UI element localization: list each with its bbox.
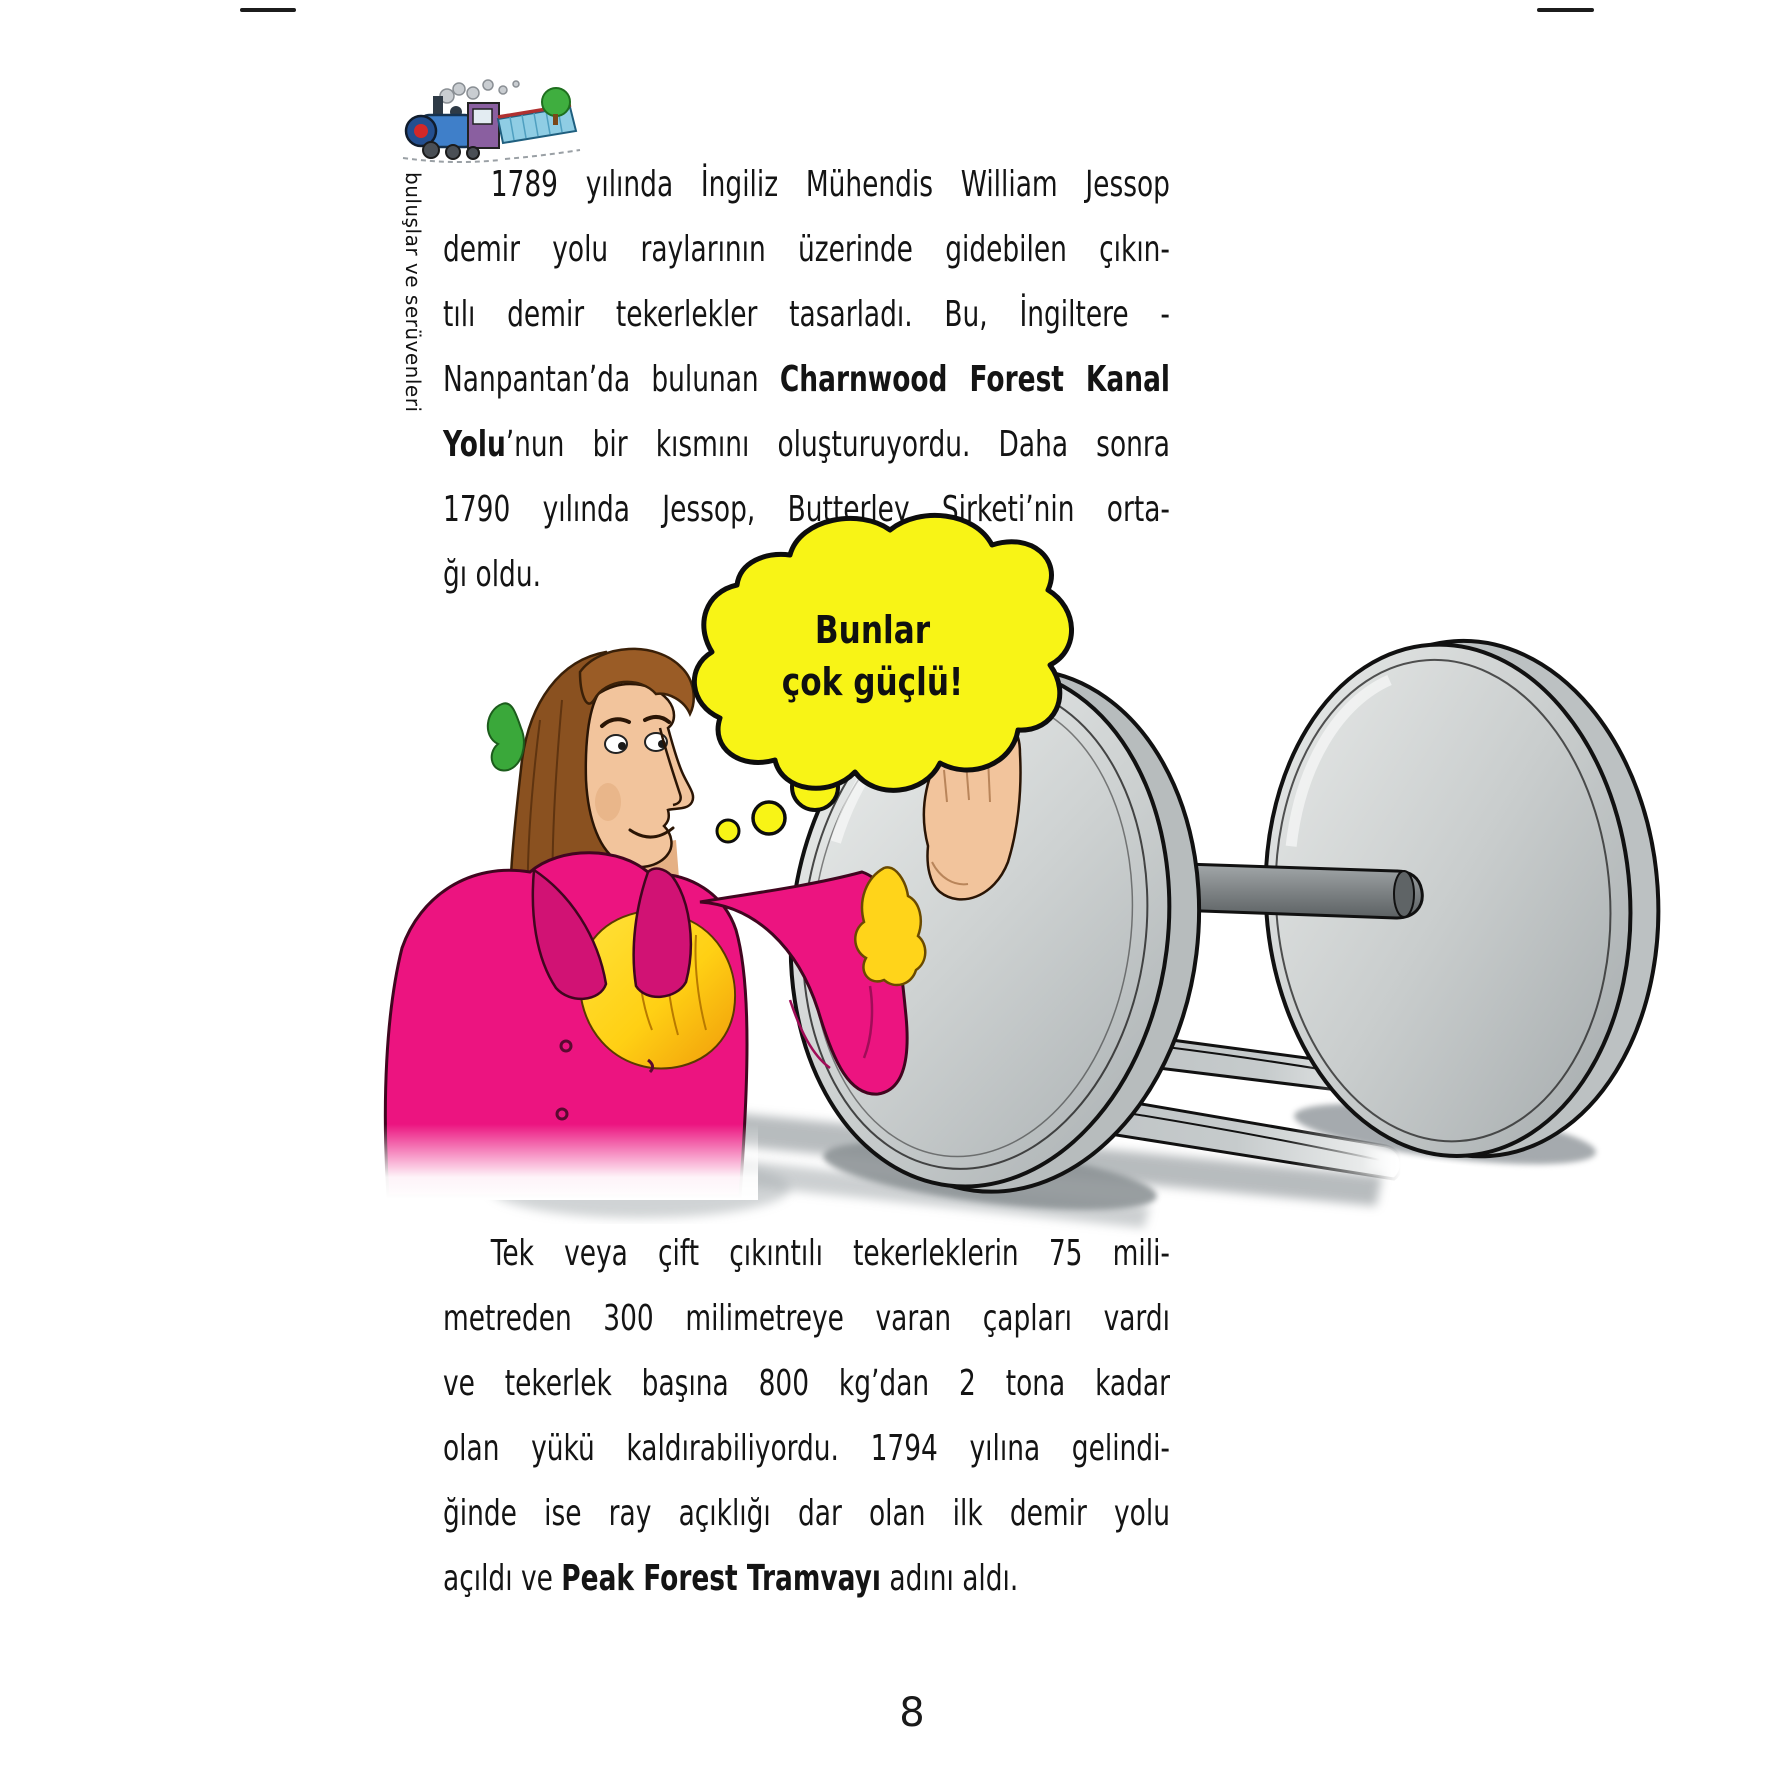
bold-text-segment: Peak Forest Tramvayı xyxy=(561,1558,881,1599)
hair-ribbon xyxy=(488,703,524,770)
text-segment: ğinde ise ray açıklığı dar olan ilk demir yolu xyxy=(443,1493,1170,1534)
text-segment: 1789 yılında İngiliz Mühendis William Jessop xyxy=(490,164,1170,205)
text-segment: açıldı ve xyxy=(443,1558,562,1599)
text-segment: Tek veya çift çıkıntılı tekerleklerin 75 mili- xyxy=(490,1233,1170,1274)
text-segment: metreden 300 milimetreye varan çapları vardı xyxy=(443,1298,1170,1339)
sidebar-vertical-title: buluşlar ve serüvenleri xyxy=(401,172,425,413)
face xyxy=(586,684,693,867)
text-segment: 1790 yılında Jessop, Butterley Şirketi’nin orta- xyxy=(443,489,1170,530)
bubble-dot-small xyxy=(717,820,739,842)
page-number: 8 xyxy=(899,1690,925,1736)
bubble-text-line-1: Bunlar xyxy=(814,608,931,652)
text-segment: tılı demir tekerlekler tasarladı. Bu, İngiltere - xyxy=(443,294,1170,335)
text-segment: Nanpantan’da bulunan xyxy=(443,359,780,400)
text-segment: adını aldı. xyxy=(880,1558,1019,1599)
bold-text-segment: Yolu xyxy=(443,424,506,465)
text-segment: demir yolu raylarının üzerinde gidebilen çıkın- xyxy=(443,229,1170,270)
bubble-text-line-2: çok güçlü! xyxy=(781,660,964,704)
bubble-dot-medium xyxy=(753,802,785,834)
figure-bottom-fade xyxy=(372,1124,758,1200)
text-segment: ve tekerlek başına 800 kg’dan 2 tona kadar xyxy=(443,1363,1170,1404)
text-segment: ğı oldu. xyxy=(443,554,541,595)
train-icon xyxy=(403,80,580,162)
bold-text-segment: Charnwood Forest Kanal xyxy=(779,359,1170,400)
text-segment: ’nun bir kısmını oluşturuyordu. Daha sonra xyxy=(505,424,1170,465)
text-segment: olan yükü kaldırabiliyordu. 1794 yılına gelindi- xyxy=(443,1428,1170,1469)
